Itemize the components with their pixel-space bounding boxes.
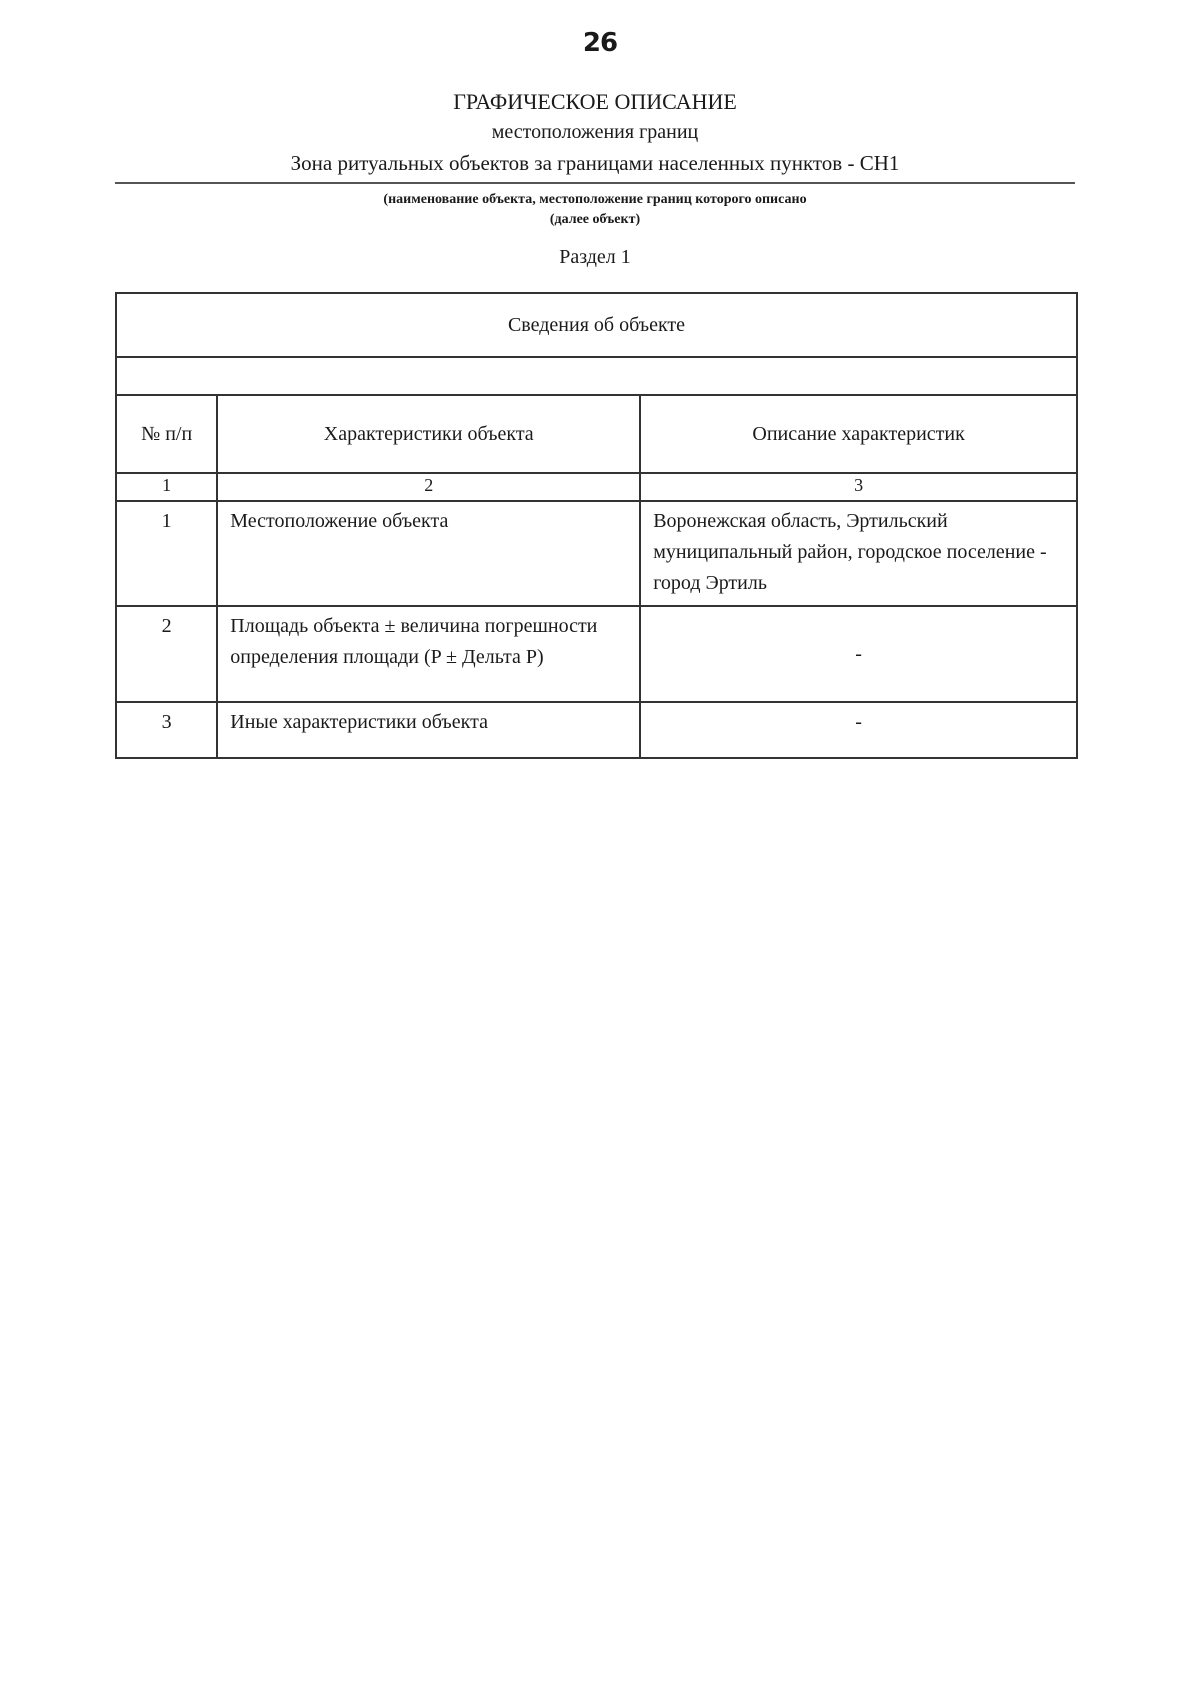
document-subtitle: местоположения границ [491,121,699,143]
column-number-1: 1 [116,473,217,501]
row-number: 1 [116,501,217,606]
row-characteristic: Площадь объекта ± величина погрешности определения площади (P ± Дельта P) [217,606,640,702]
document-header [115,86,1075,272]
row-description: - [640,606,1077,702]
column-header-num: № п/п [116,395,217,473]
row-description: Воронежская область, Эртильский муниципальный район, городское поселение - город Эртиль [640,501,1077,606]
row-description: - [640,702,1077,758]
column-number-2: 2 [217,473,640,501]
row-number: 2 [116,606,217,702]
object-name-underline [115,182,1075,184]
table-row [116,606,1077,702]
row-characteristic: Иные характеристики объекта [217,702,640,758]
table-empty-row [116,357,1077,395]
row-number: 3 [116,702,217,758]
document-title: ГРАФИЧЕСКОЕ ОПИСАНИЕ [453,89,737,114]
section-label: Раздел 1 [559,246,631,268]
table-row [116,702,1077,758]
object-name: Зона ритуальных объектов за границами населенных пунктов - СН1 [290,151,900,175]
row-characteristic: Местоположение объекта [217,501,640,606]
page-number: 26 [582,28,618,58]
column-header-characteristic: Характеристики объекта [217,395,640,473]
table-row [116,501,1077,606]
column-number-3: 3 [640,473,1077,501]
object-info-table [115,292,1078,759]
column-header-description: Описание характеристик [640,395,1077,473]
object-name-caption-line1: (наименование объекта, местоположение границ которого описано [383,192,807,207]
object-name-caption-line2: (далее объект) [549,212,641,227]
table-heading: Сведения об объекте [116,293,1077,357]
